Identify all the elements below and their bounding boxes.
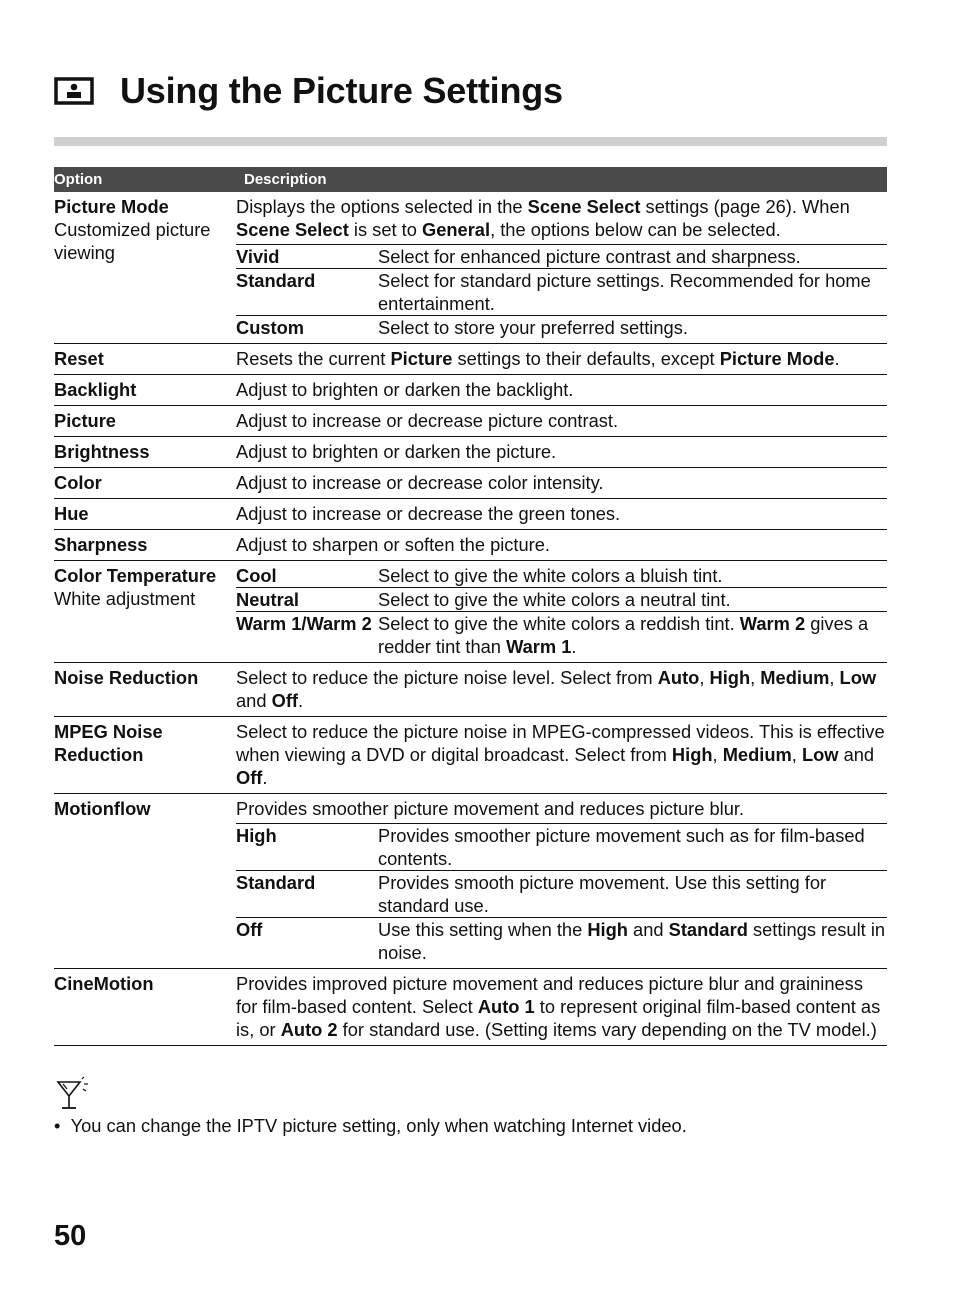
option-name: Picture Mode [54,196,169,217]
sub-option-row [236,588,887,612]
table-row [54,499,887,530]
sub-option-name: Off [236,918,378,965]
sub-option-name: Vivid [236,245,378,269]
hint-note [54,1114,687,1138]
description-cell [236,192,887,344]
table-row [54,530,887,561]
sub-option-desc: Provides smoother picture movement such as for film-based contents. [378,824,887,871]
option-name: CineMotion [54,969,236,1046]
sub-option-desc: Provides smooth picture movement. Use this setting for standard use. [378,871,887,918]
description-text: Adjust to increase or decrease picture contrast. [236,406,887,437]
option-name: Color Temperature [54,565,217,586]
description-cell [236,561,887,663]
option-name: MPEG Noise Reduction [54,717,236,794]
table-row-reset [54,344,887,375]
option-name: Reset [54,344,236,375]
sub-option-desc: Select to give the white colors a neutral tint. [378,588,887,612]
description-text: Provides improved picture movement and reduces picture blur and graininess for film-based content. Select Auto 1 to represent original film-based content as is, or Auto 2 for standard use. (Setting items vary depending on the TV model.) [236,969,887,1046]
sub-option-row [236,316,887,340]
table-row [54,468,887,499]
option-name: Brightness [54,437,236,468]
description-cell [236,794,887,969]
table-row [54,437,887,468]
bullet: • [54,1115,61,1136]
page-title [54,66,563,116]
table-row [54,375,887,406]
sub-option-row [236,918,887,965]
table-row-cinemotion [54,969,887,1046]
sub-option-name: Standard [236,871,378,918]
sub-options-table [236,561,887,658]
description-text: Adjust to increase or decrease color intensity. [236,468,887,499]
sub-option-desc: Select to give the white colors a reddish tint. Warm 2 gives a redder tint than Warm 1. [378,612,887,659]
table-row-motionflow [54,794,887,969]
page-title-text: Using the Picture Settings [120,70,563,111]
sub-option-row [236,245,887,269]
description-text: Provides smoother picture movement and reduces picture blur. [236,798,745,819]
option-subtitle: Customized picture viewing [54,219,211,263]
sub-option-name: Neutral [236,588,378,612]
sub-option-desc: Select for standard picture settings. Recommended for home entertainment. [378,269,887,316]
sub-option-row [236,824,887,871]
description-text: Adjust to brighten or darken the backlight. [236,375,887,406]
option-name: Backlight [54,375,236,406]
sub-option-desc: Select for enhanced picture contrast and sharpness. [378,245,887,269]
column-header-option: Option [54,167,236,192]
sub-option-row [236,269,887,316]
description-text: Displays the options selected in the Scene Select settings (page 26). When Scene Select is set to General, the options below can be selected. [236,196,850,240]
option-name: Sharpness [54,530,236,561]
description-text: Adjust to increase or decrease the green tones. [236,499,887,530]
sub-option-desc: Select to give the white colors a bluish tint. [378,565,723,586]
table-header-row [54,167,887,192]
description-text: Adjust to sharpen or soften the picture. [236,530,887,561]
table-row [54,406,887,437]
description-text: Select to reduce the picture noise in MPEG-compressed videos. This is effective when viewing a DVD or digital broadcast. Select from High, Medium, Low and Off. [236,717,887,794]
table-row-noise-reduction [54,663,887,717]
option-subtitle: White adjustment [54,588,196,609]
column-header-description: Description [236,167,887,192]
table-row-color-temperature [54,561,887,663]
option-name: Hue [54,499,236,530]
hint-text: You can change the IPTV picture setting, only when watching Internet video. [70,1115,687,1136]
table-row-picture-mode [54,192,887,344]
option-cell [54,561,236,663]
description-text: Resets the current Picture settings to their defaults, except Picture Mode. [236,344,887,375]
page-number: 50 [54,1220,87,1252]
hint-icon [54,1076,90,1112]
option-cell [54,192,236,344]
picture-settings-icon [54,77,94,105]
option-name: Motionflow [54,794,236,969]
sub-option-desc: Use this setting when the High and Standard settings result in noise. [378,919,886,963]
sub-option-row [236,561,887,588]
sub-option-desc: Select to store your preferred settings. [378,316,887,340]
sub-option-name: Warm 1/Warm 2 [236,612,378,659]
sub-option-row [236,871,887,918]
sub-option-name: Cool [236,565,277,586]
sub-option-row [236,612,887,659]
sub-option-name: Custom [236,316,378,340]
table-row-mpeg-noise-reduction [54,717,887,794]
description-text: Select to reduce the picture noise level. Select from Auto, High, Medium, Low and Off. [236,663,887,717]
sub-options-table [236,823,887,964]
sub-option-name: High [236,824,378,871]
sub-option-name: Standard [236,269,378,316]
option-name: Picture [54,406,236,437]
sub-options-table [236,244,887,339]
description-text: Adjust to brighten or darken the picture. [236,437,887,468]
picture-settings-table [54,167,887,1046]
option-name: Color [54,468,236,499]
title-divider [54,137,887,146]
option-name: Noise Reduction [54,663,236,717]
